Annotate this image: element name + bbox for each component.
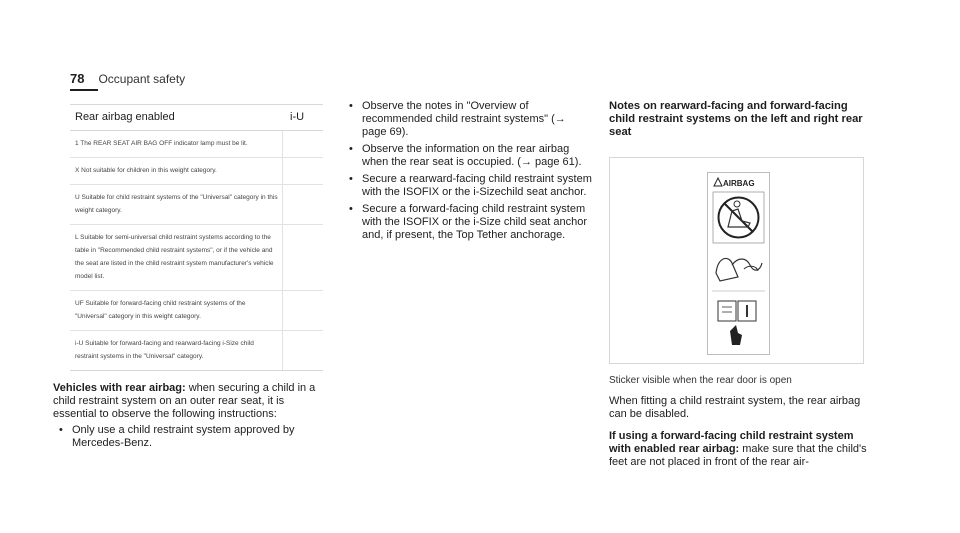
page-header (70, 71, 185, 86)
warning-icon (714, 178, 722, 186)
table-row (70, 331, 323, 370)
forward-facing-text: make sure that the child's feet are not placed in front of the rear air- (609, 443, 867, 468)
forward-facing-heading: If using a forward-facing child restraint system with enabled rear airbag: (609, 430, 854, 455)
table-cell: 1 The REAR SEAT AIR BAG OFF indicator lamp must be lit. (75, 140, 248, 147)
middle-list (343, 100, 593, 242)
list-item: • Only use a child restraint system approved by Mercedes-Benz. (53, 424, 325, 450)
table-row (70, 291, 323, 331)
table-cell: UF Suitable for forward-facing child restraint systems of the "Universal" category in this weight category. (75, 300, 246, 320)
right-column (609, 100, 867, 469)
airbag-disable-note: When fitting a child restraint system, the rear airbag can be disabled. (609, 395, 861, 420)
section-title: Occupant safety (98, 72, 186, 86)
instructions-lead: Vehicles with rear airbag: (53, 382, 186, 394)
airbag-sticker (707, 172, 770, 355)
middle-column (343, 100, 593, 246)
table-row (70, 185, 323, 225)
list-item: • Secure a forward-facing child restraint system with the ISOFIX or the i-Size child seat anchor and, if present, the Top Tether anchorage. (343, 203, 593, 242)
table-col-label: Rear airbag enabled (75, 111, 175, 123)
page-number: 78 (70, 71, 85, 86)
figure-caption: Sticker visible when the rear door is open (609, 375, 792, 386)
instructions-list (53, 424, 325, 450)
sticker-figure (609, 157, 864, 364)
hand-icon (730, 325, 742, 345)
header-rule (70, 89, 98, 91)
manual-icon (718, 301, 736, 321)
rear-airbag-instructions (53, 382, 325, 450)
list-item: • Observe the information on the rear airbag when the rear seat is occupied. (→ page 61). (343, 143, 593, 169)
list-item: • Observe the notes in "Overview of recommended child restraint systems" (→ page 69). (343, 100, 593, 139)
table-cell: X Not suitable for children in this weight category. (75, 167, 217, 174)
table-header (70, 105, 323, 131)
notes-heading: Notes on rearward-facing and forward-facing child restraint systems on the left and right rear seat (609, 100, 863, 138)
airbag-table (70, 104, 323, 371)
table-row (70, 158, 323, 185)
airbag-deploy-icon (732, 259, 762, 270)
table-cell: i-U Suitable for forward-facing and rearward-facing i-Size child restraint systems in the "Universal" category. (75, 340, 254, 360)
table-row (70, 225, 323, 291)
airbag-sticker-graphic (708, 173, 769, 354)
sticker-label: AIRBAG (723, 179, 755, 188)
table-row (70, 131, 323, 158)
table-col-value: i-U (290, 111, 305, 123)
table-cell: U Suitable for child restraint systems of the "Universal" category in this weight category. (75, 194, 278, 214)
list-item: • Secure a rearward-facing child restraint system with the ISOFIX or the i-Sizechild seat anchor. (343, 173, 593, 199)
table-cell: L Suitable for semi-universal child restraint systems according to the table in "Recommended child restraint systems", or if the vehicle and the seat are listed in the child restraint system manufacturer's vehicle model list. (75, 234, 274, 280)
instructions-text: when securing a child in a child restraint system on an outer rear seat, it is essential to observe the following instructions: (53, 382, 316, 420)
